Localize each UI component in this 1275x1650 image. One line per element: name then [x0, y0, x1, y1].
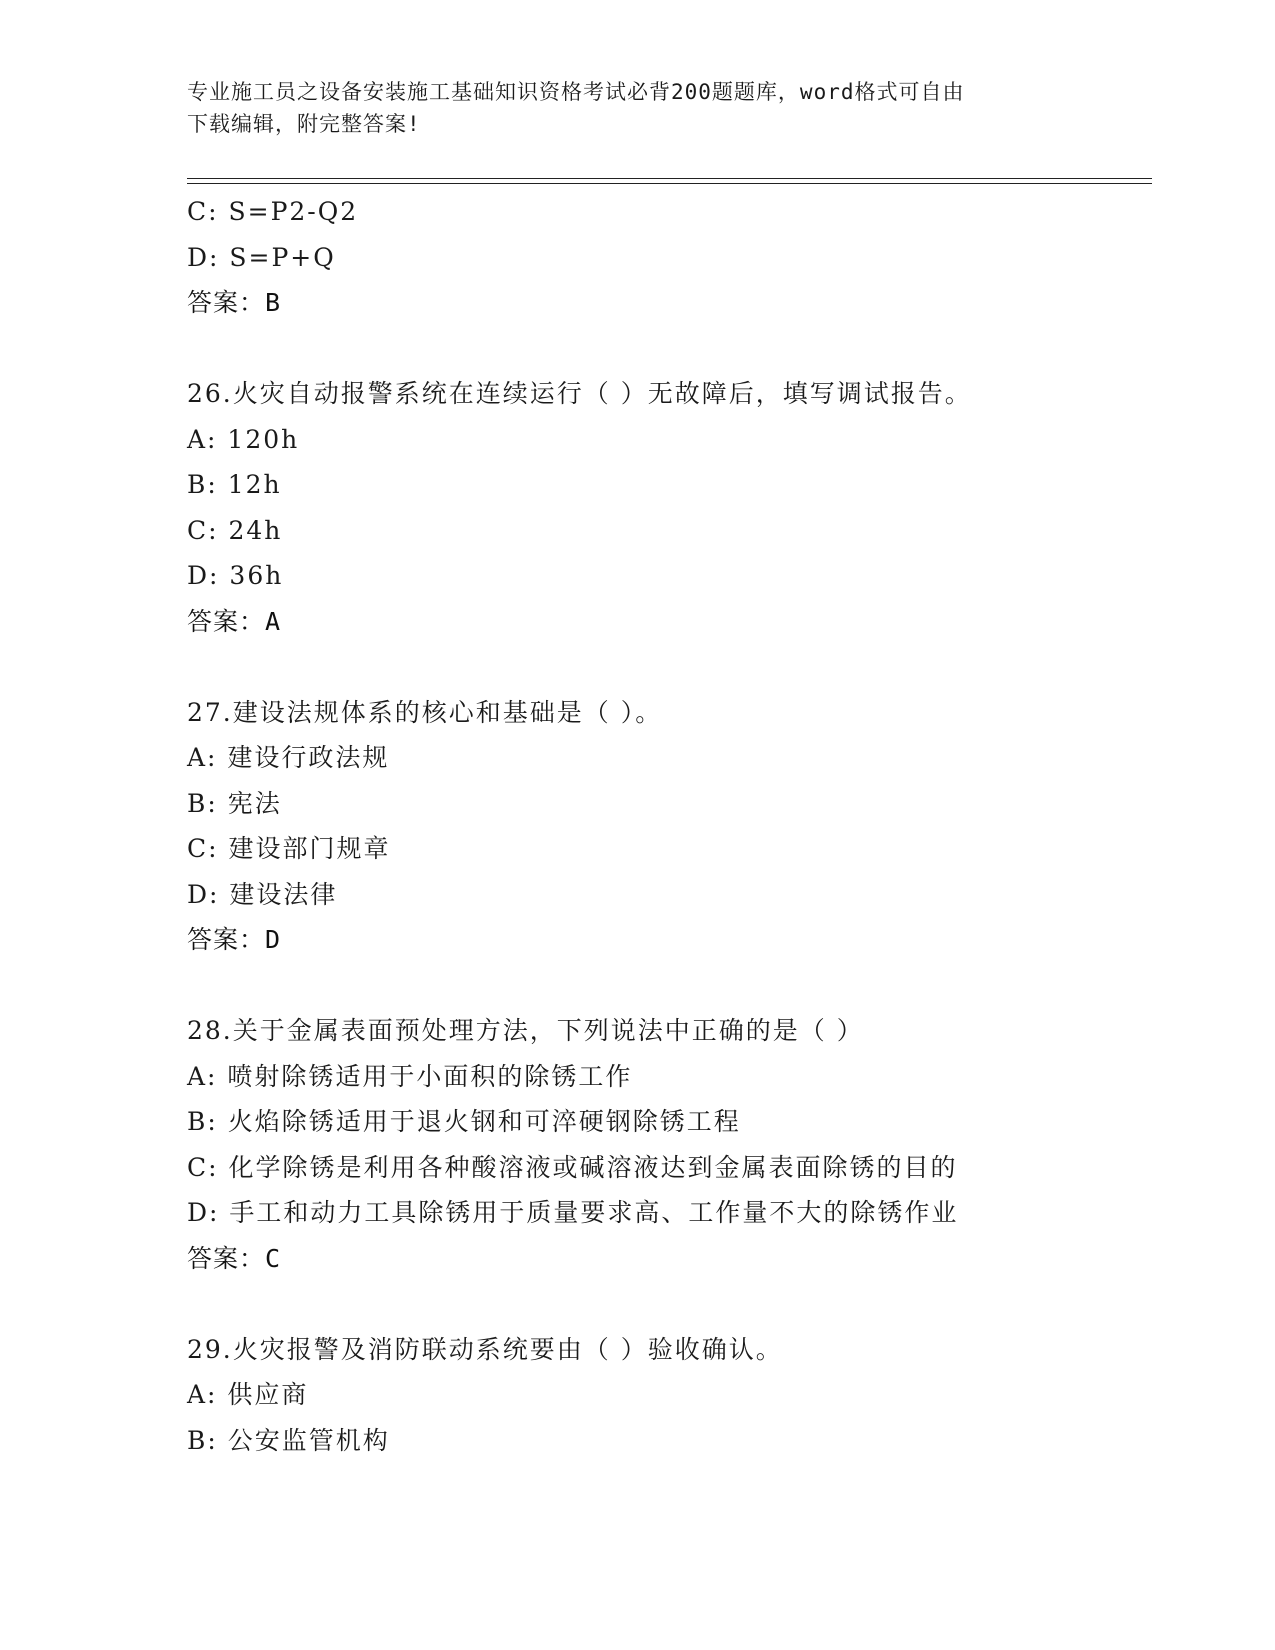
option-b: B: 火焰除锈适用于退火钢和可淬硬钢除锈工程: [187, 1107, 741, 1136]
option-a: A: 120h: [187, 424, 300, 454]
question-29: [187, 1327, 1147, 1464]
header-line-1: 专业施工员之设备安装施工基础知识资格考试必背200题题库，word格式可自由: [187, 80, 965, 104]
question-27: [187, 690, 1147, 963]
spacer: [187, 1281, 1147, 1327]
question-text: 28.关于金属表面预处理方法，下列说法中正确的是（ ）: [187, 1016, 864, 1045]
header-line-2: 下载编辑，附完整答案!: [187, 112, 421, 136]
option-a: A: 供应商: [187, 1380, 309, 1409]
option-c: C: S=P2-Q2: [187, 197, 359, 226]
option-a: A: 建设行政法规: [187, 743, 390, 772]
question-text: 26.火灾自动报警系统在连续运行（ ）无故障后，填写调试报告。: [187, 379, 972, 408]
document-header: [187, 76, 1087, 140]
spacer: [187, 644, 1147, 690]
option-b: B: 12h: [187, 470, 282, 499]
header-divider-top: [187, 178, 1152, 179]
question-text: 27.建设法规体系的核心和基础是（ ）。: [187, 697, 663, 727]
answer: 答案：B: [187, 288, 282, 317]
option-d: D: 36h: [187, 561, 284, 590]
question-26: [187, 371, 1147, 644]
spacer: [187, 326, 1147, 372]
option-c: C: 建设部门规章: [187, 834, 391, 863]
option-b: B: 宪法: [187, 788, 282, 818]
option-d: D: S=P+Q: [187, 242, 336, 272]
answer: 答案：A: [187, 606, 282, 636]
option-d: D: 手工和动力工具除锈用于质量要求高、工作量不大的除锈作业: [187, 1198, 959, 1227]
question-28: [187, 1008, 1147, 1281]
question-list: [187, 189, 1147, 1463]
header-divider-bottom: [187, 183, 1152, 184]
answer: 答案：C: [187, 1243, 282, 1273]
spacer: [187, 963, 1147, 1009]
option-d: D: 建设法律: [187, 879, 338, 909]
option-c: C: 化学除锈是利用各种酸溶液或碱溶液达到金属表面除锈的目的: [187, 1152, 958, 1182]
option-b: B: 公安监管机构: [187, 1425, 390, 1455]
question-25-tail: [187, 189, 1147, 326]
question-text: 29.火灾报警及消防联动系统要由（ ）验收确认。: [187, 1334, 783, 1364]
option-c: C: 24h: [187, 515, 283, 545]
option-a: A: 喷射除锈适用于小面积的除锈工作: [187, 1061, 633, 1091]
answer: 答案：D: [187, 925, 282, 954]
